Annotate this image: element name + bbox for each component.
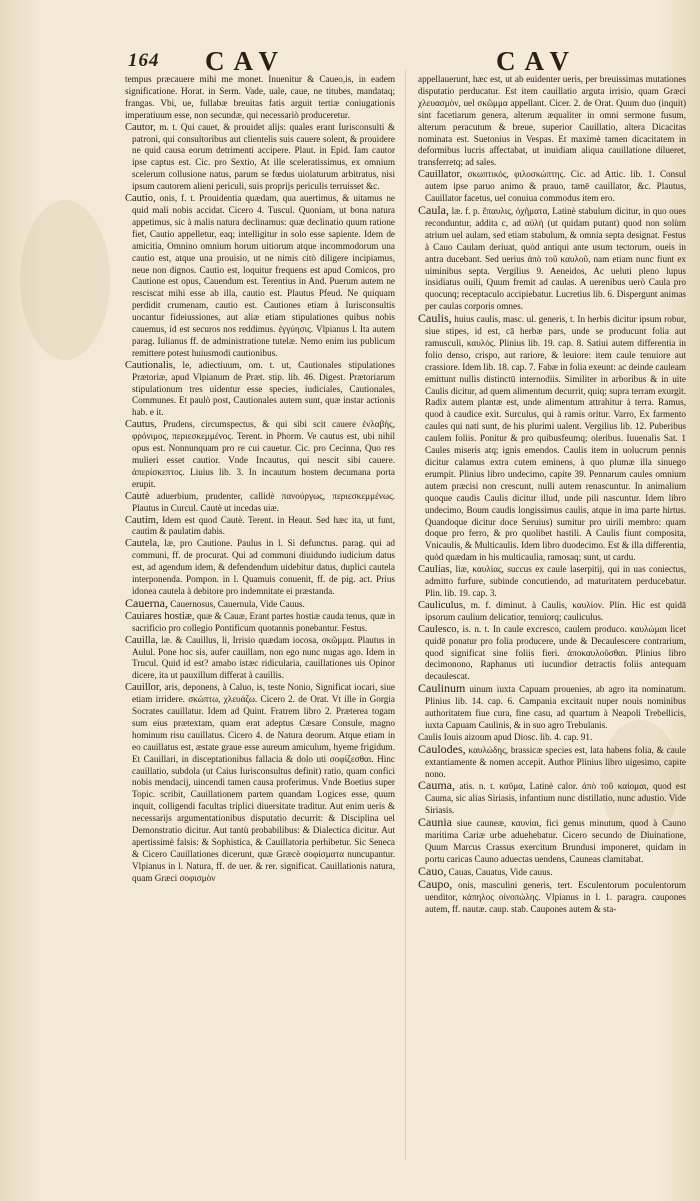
entry-text: Idem est quod Cautè. Terent. in Heaut. Sed hæc ita, ut funt, cautim & paulatim dabis. xyxy=(132,514,395,537)
entry-lemma: Caula, xyxy=(418,202,449,217)
entry-text: uinum iuxta Capuam prouenies, ab agro ita nominatum. Plinius lib. 14. cap. 6. Campania excitauit nuper nouis nominibus authoritatem fiue cura, fine casu, ad quartum à Neapoli Trebellicis, iuxta Capuam Caulinis, & in suo agro Trebulanis. xyxy=(425,684,686,730)
dictionary-entry xyxy=(418,169,686,205)
entry-text: le, adiectiuum, om. t. ut, Cautionales stipulationes Prætoriæ, apud Vlpianum de Præt. stip. lib. 46. Digest. Prætoriarum stipulationum tres uidentur esse species, iudiciales, Cautionales, Communes. Et paulò post, Cautionales autem sunt, quæ instar actionis hab. e it. xyxy=(132,359,395,418)
entry-text: quæ & Cauæ, Erant partes hostiæ cauda tenus, quæ in sacrificio pro collegio Pontificum quotannis ponebantur. Festus. xyxy=(132,610,395,633)
entry-text: καυλώδης, brassicæ species est, lata habens folia, & caule extantiamente & nomen accepit. Author Plinius libro uigesimo, capite nono. xyxy=(425,744,686,779)
paper-stain xyxy=(20,200,110,360)
entry-text: σκωπτικός, φιλοσκώπτης. Cic. ad Attic. lib. 1. Consul autem ipse paruo animo & prauo, tamē cauillator, &c. Plautus, Cauillator facetus, uel conuiua commodus item ero. xyxy=(425,169,686,204)
entry-lemma: Caulinum xyxy=(418,681,466,696)
entry-lemma: Caupo, xyxy=(418,876,453,891)
entry-lemma: Cautè xyxy=(125,490,150,502)
entry-lemma: Cautor, xyxy=(125,121,156,133)
dictionary-entry xyxy=(125,74,395,122)
dictionary-entry xyxy=(418,780,686,817)
entry-lemma: Caulis, xyxy=(418,311,452,326)
entry-text: siue cauneæ, καυνίαι, fici genus minutum, quod à Cauno maritima Cariæ urbe aduehebatur. Cicero secundo de Diuinatione, Quum Marcus Crassus exercitum Brundusi imponeret, quidam in portu caricas Cauno aduectas uendens, Cauneas clamitabat. xyxy=(425,818,686,864)
entry-lemma: Caunia xyxy=(418,815,452,830)
column-gutter xyxy=(405,70,406,1160)
entry-text: Cauas, Cauatus, Vide cauus. xyxy=(448,866,553,877)
entry-lemma: Cauillor, xyxy=(125,682,162,694)
entry-text: Prudens, circumspectus, & qui sibi scit cauere ἐνλαβὴς, φρόνιμος, περιεσκεμμένος. Terent. in Phorm. Ve cautus est, ubi nihil opus est. Nonnunquam pro re cui cauetur. Cic. pro Cecinna, Quo res mulieri esset cautior. Vnde Incautus, qui nescit sibi cauere. ἀπερίσκεπτος. Liuius lib. 3. In incautum hostem decumana porta erupit. xyxy=(132,419,395,489)
entry-lemma: Cautionalis, xyxy=(125,359,176,371)
entry-lemma: Cautela, xyxy=(125,538,160,550)
dictionary-entry xyxy=(125,611,395,635)
dictionary-entry xyxy=(418,863,686,879)
dictionary-entry xyxy=(125,360,395,420)
dictionary-entry xyxy=(418,564,686,600)
dictionary-entry xyxy=(418,624,686,684)
entry-text: m. t. Qui cauet, & prouidet alijs: quales erant Iurisconsulti & patroni, qui consultoribus aut clientelis suis cauere solent, & prouidere ne quid causa eorum detrimenti accipere. Plaut. in Epid. Iam cautor ipse captus est. Cic. pro Sextio, At ille sceleratissimus, ex omnium scelerum collusione natus, parum se fœdus uiolaturum arbitratus, nisi ipsum cautorem alieni periculi, suis proprijs periculis terruisset &c. xyxy=(132,121,395,192)
entry-text: m. f. diminut. à Caulis, καυλίον. Plin. Hic est quidā ipsorum caulium delicatior, tenuiorq; cauliculus. xyxy=(425,599,686,622)
entry-text: onis, f. t. Prouidentia quædam, qua auertimus, & uitamus ne quid mali nobis accidat. Cicero 4. Tuscul. Quoniam, ut bona natura appetimus, sic à malis natura declinamus: quæ declinatio quum ratione fiet, Cautio appelletur, eaq; intelligitur in solo esse sapiente. Idem de amicitia, Omnino omnium horum uitiorum atque incommodorum una cautio est, atque una prouisio, ut ne nimis citò diligere incipiamus, neue non dignos. Cautio est, loquitur frequens est apud Comicos, pro Cautione est opus, Cauendum est. Terentius in And. Puerum autem ne resciscat mihi esse ab illa, cautio est. Plautus Pfeud. Ne quiquam perdidit crumenam, cautio est. Cautiones etiam à Iurisconsultis uocantur fideiussiones, aut aliæ etiam stipulationes quibus nobis cauemus, id est securos nos reddimus. ἐγγύησις. Vlpianus l. Ita autem parag. Iulianus ff. de administratione tutelæ. Nemo enim ius publicum remittere potest huiusmodi cautionibus. xyxy=(132,193,395,358)
entry-text: liæ, καυλίας, succus ex caule laserpitij, qui in uas coniectus, admitto furfure, subinde concutiendo, ad maturitatem perducebatur. Plin. lib. 19. cap. 3. xyxy=(425,564,686,598)
entry-lemma: Cauerna, xyxy=(125,595,168,610)
entry-text: huius caulis, masc. ul. generis, t. In herbis dicitur ipsum robur, siue stipes, id est, cā herbæ pars, unde se producunt folia aut ramusculi, καυλός. Plinius lib. 19. cap. 8. Satiui autem differentia in folio denso, crispo, aut rariore, & leuiore: item caule tenuiore aut crassiore. Idem lib. 18. cap. 7. Fabæ in folia exeunt: ac deinde cauleam emittunt nullis distinctū internodiis. Similiter in arboribus & in uite Caulis dicitur, ad quem alimentum decurrit, quiq; supra terram exurgit. Radix autem plantæ est, unde alimentum attrahitur à terra. Ramus, quod à caudice exit. Surculus, qui à ramis oritur. Varro, Ex farmento caules qui nati sunt, de his plurimi ualent. Vergilius lib. 12. Puberibus caulem foliis. Ponitur & pro quibusfeumq; oleribus. Iuuenalis Sat. 1 Caules miseris atq; ignis emendos. Caulis item in uolucrum pennis dicitur calamus extra cutem eminens, à quo plumæ illa sinuego erumpit. Plinius libro undecimo, capite 39. Pennarum caules omnium autem præcisi non crescunt, nulli autem renascuntur. In animalium quoque caudis Caulis dicitur illud, unde pili nascuntur. Idem libro undecimo, Boum caudis longissimus caulis, atque in ima parte hirtus. Quandoque dicitur doce Seruius) sumitur pro uirili membro: quam doque pro ferro, & pro quolibet hastili. A Caulis fiunt composita, Vnicaulis, & Multicaulis. Idem libro duodecimo. Est & illa differentia, quòd quædam in his multicaulia, ramosaq; sunt, ut cardu. xyxy=(425,314,686,563)
dictionary-entry xyxy=(125,635,395,683)
entry-text: læ, pro Cautione. Paulus in l. Si defunctus. parag. qui ad communi, ff. de procurat. Qui ad communi diuidundo iudicium datus est, ad agendum idem, & defendendum uidebitur datus, duplici cautela interponenda. Pompon. in l. Quamuis conuenit, ff. de pig. act. Prius idonea cautela à debitore pro indemnitate ei præstanda. xyxy=(132,538,395,596)
entry-text: læ. f. p. ἔπαυλις, ὀχῆματα, Latinè stabulum dicitur, in quo oues reconduntur, addita c, ad αὐλὴ (ut quidam putant) quod non solùm atrium uel aulam, sed etiam stabulum, & omnia septa designat. Festus à Cauo Caulam deriuat, quòd antiqui ante usum tectorum, oueis in antra ducebant. Sed uerius ἀπὸ τοῦ καυλοῦ, nam etiam nunc fiunt ex uiminibus septa. Vergilius 9. Aeneidos, Ac ueluti pleno lupus insidiatus ouili, Quum fremit ad caulas. A uerenibus uerò Caula pro quocunq; receptaculo accipiebatur. Lucretius lib. 6. Dispergunt animas per caulas corporis omnes. xyxy=(425,205,686,312)
dictionary-entry xyxy=(125,538,395,598)
dictionary-entry xyxy=(418,741,686,781)
running-head-left: CAV xyxy=(205,46,288,76)
entry-text: tempus præcauere mihi me monet. Inuenitur & Caueo,is, in eadem significatione. Horat. in Serm. Vade, uale, caue, ne titubes, mandataq; frangas. Vbi, ue, fullabæ breuitas fatis arguit tertiæ coniugationis imperatiuum esse, non secundæ, qui necessariò produceretur. xyxy=(125,74,395,120)
entry-text: aris, deponens, à Caluo, is, teste Nonio, Significat iocari, siue etiam irridere. σκώπτω, χλευάζω. Cicero 2. de Orat. Vt ille in Gorgia Socrates cauillatur. Idem ad Quint. Fratrem libro 2. Præterea togam sum eius prætextam, quam erat adeptus Cæsare Consule, magno hominum risu cauillatus. Cicero 4. de Natura deorum. Atque etiam in eo cauillatus est, æstate graue esse aureum amiculum, hyeme frigidum. Et Cauillari, in disceptationibus fallacia & dolo uti σοφίζεσθαι. Hinc cauillatio, subdola (ut Caius Iurisconsultus definit) ratio, quam confici nobis mendacij, uincendi tamen causa proferimus. Vnde Boetius super Topic. scribit, Cauillationem partem quandam Logices esse, quum inquit, colligendi facultas triplici diuersitate traditur. Aut enim ueris & necessarijs argumentationibus disputatio decurrit: & Disciplina uel Demonstratio dicitur. Aut tantù probabilibus: & Dialectica dicitur. Aut apertissimè falsis: & Sophistica, & Cauillatoria perhibetur. Sic Seneca & Cicero Cauillationes dicerunt, quæ Græcè σοφίσματα nuncupantur. Vlpianus in l. Natura, ff. de uer. & rer. significat. Cauillationis natura, quam Græci σοφισμὸν xyxy=(132,682,395,883)
entry-lemma: Cauo, xyxy=(418,863,447,878)
entry-lemma: Cauillator, xyxy=(418,169,463,181)
running-head-right: CAV xyxy=(496,46,579,76)
entry-text: Cauernosus, Cauernula, Vide Cauus. xyxy=(170,598,305,609)
dictionary-entry xyxy=(418,313,686,564)
entry-lemma: Caulodes, xyxy=(418,741,466,756)
entry-text: onis, masculini generis, tert. Esculentorum poculentorum uenditor, κάπηλος οἰνοπώλης. Vlpianus in l. 1. paragra. caupones autem, ff. nautæ. caup. stab. Caupones autem & sta- xyxy=(425,879,686,914)
dictionary-entry xyxy=(418,876,686,916)
dictionary-entry xyxy=(418,817,686,866)
left-column xyxy=(125,74,395,1159)
dictionary-entry xyxy=(418,600,686,624)
entry-lemma: Caulesco, xyxy=(418,623,460,635)
entry-lemma: Cautio, xyxy=(125,193,156,205)
dictionary-entry xyxy=(125,193,395,360)
entry-text: Caulis Iouis aizoum apud Diosc. lib. 4. cap. 91. xyxy=(418,731,593,742)
entry-lemma: Cauliculus, xyxy=(418,599,466,611)
entry-text: is. n. t. In caule excresco, caulem produco. καυλώμαι licet quidē ponatur pro folia producere, unde & Decaulescere contrarium, quod significat sine foliis fieri. ἀποκαυλοῦσθαι. Plinius libro decimonono, Raphanus uti iucundior detractis foliis antequam decaulescat. xyxy=(425,623,686,682)
entry-lemma: Cauma, xyxy=(418,778,455,793)
dictionary-entry xyxy=(418,202,686,313)
dictionary-entry xyxy=(125,595,395,611)
entry-lemma: Cautus, xyxy=(125,419,157,431)
entry-lemma: Cauilla, xyxy=(125,634,158,646)
right-column xyxy=(418,74,686,1159)
entry-text: appellauerunt, hæc est, ut ab euidenter ueris, per breuissimas mutationes disputatio perducatur. Est item cauillatio arguta irrisio, quam Græci χλευασμὸν, uel σκῶμμα appellant. Cicer. 2. de Orat. Quum duo (inquit) sint facetiarum genera, alterum æqualiter in omni sermone fusum, alterum peracutum & breue, superior Cauillatio, altera Dicacitas nominata est. Suetonius in Vespas. Et maximè tamen dicacitatem in deformibus lucris affectabat, ut inuidiam aliqua cauillatione dilueret, transferretq; ad sales. xyxy=(418,74,686,168)
page-number: 164 xyxy=(128,50,160,71)
entry-text: læ. & Cauillus, li, Irrisio quædam iocosa, σκῶμμα. Plautus in Aulul. Pone hoc sis, aufer cauillam, non ego nunc nugas ago. Idem in Trucul. Quid id est? amabo istæc ridicularia, cauillationes uis Opinor dicere, ita ut pauxillum differat à cauillis. xyxy=(132,634,395,681)
dictionary-entry xyxy=(125,122,395,193)
dictionary-entry xyxy=(125,419,395,490)
entry-lemma: Cauiares hostiæ, xyxy=(125,610,195,622)
dictionary-entry xyxy=(125,491,395,515)
dictionary-entry xyxy=(418,74,686,169)
entry-text: atis. n. t. καῦμα, Latinè calor. ἀπὸ τοῦ καίομαι, quod est Cauma, sic alias Siriasis, infantium nunc distillatio, nunc adustio. Vide Siriasis. xyxy=(425,781,686,816)
entry-text: aduerbium, prudenter, callidè πανούργως, περιεσκεμμένως. Plautus in Curcul. Cautè ut incedas uiæ. xyxy=(132,490,395,513)
entry-lemma: Cautim, xyxy=(125,514,159,526)
entry-lemma: Caulias, xyxy=(418,564,453,576)
dictionary-entry xyxy=(125,515,395,539)
page-header xyxy=(0,46,700,76)
dictionary-entry xyxy=(418,683,686,732)
dictionary-entry xyxy=(125,682,395,884)
